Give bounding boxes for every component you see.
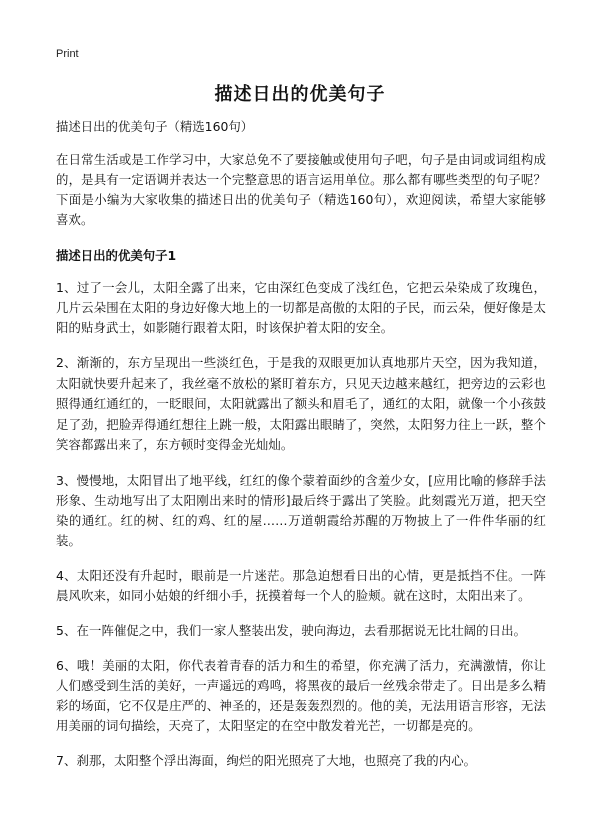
sentence-paragraph: 1、过了一会儿，太阳全露了出来，它由深红色变成了浅红色，它把云朵染成了玫瑰色，几片云朵围在太阳的身边好像大地上的一切都是高傲的太阳的子民，而云朵，便好像是太阳的贴身武士，如影随行跟着太阳，时该保护着太阳的安全。	[56, 280, 546, 335]
sentence-paragraph: 3、慢慢地，太阳冒出了地平线，红红的像个蒙着面纱的含羞少女，[应用比喻的修辞手法形象、生动地写出了太阳刚出来时的情形]最后终于露出了笑脸。此刻霞光万道，把天空染的通红。红的树、红的鸡、红的屋……万道朝霞给苏醒的万物披上了一件件华丽的红装。	[56, 472, 546, 548]
sentence-paragraph: 7、刹那，太阳整个浮出海面，绚烂的阳光照亮了大地，也照亮了我的内心。	[56, 752, 477, 768]
page-title: 描述日出的优美句子	[214, 84, 386, 105]
sentence-paragraph: 2、渐渐的，东方呈现出一些淡红色，于是我的双眼更加认真地那片天空，因为我知道，太阳就快要升起来了，我丝毫不放松的紧盯着东方，只见天边越来越红，把旁边的云彩也照得通红通红的，一眨眼间，太阳就露出了额头和眉毛了，通红的太阳，就像一个小孩鼓足了劲，把脸弄得通红想往上跳一般，太阳露出眼睛了，突然，太阳努力往上一跃，整个笑容都露出来了，东方顿时变得金光灿灿。	[56, 355, 546, 452]
sentence-paragraph: 5、在一阵催促之中，我们一家人整装出发，驶向海边，去看那据说无比壮阔的日出。	[56, 622, 527, 638]
sentence-paragraph: 4、太阳还没有升起时，眼前是一片迷茫。那急迫想看日出的心情，更是抵挡不住。一阵晨风吹来，如同小姑娘的纤细小手，抚摸着每一个人的脸颊。就在这时，太阳出来了。	[56, 567, 546, 603]
print-link[interactable]: Print	[56, 48, 79, 60]
section-heading: 描述日出的优美句子1	[56, 248, 177, 263]
article-subtitle: 描述日出的优美句子（精选160句）	[56, 119, 254, 134]
sentence-paragraph: 6、哦！美丽的太阳，你代表着青春的活力和生的希望，你充满了活力，充满激情，你让人们感受到生活的美好，一声遥远的鸡鸣，将黑夜的最后一丝残余带走了。日出是多么精彩的场面，它不仅是庄严的、神圣的，还是轰轰烈烈的。他的美，无法用语言形容，无法用美丽的词句描绘，天亮了，太阳坚定的在空中散发着光芒，一切都是亮的。	[56, 657, 546, 733]
intro-paragraph: 在日常生活或是工作学习中，大家总免不了要接触或使用句子吧，句子是由词或词组构成的，是具有一定语调并表达一个完整意思的语言运用单位。那么都有哪些类型的句子呢？下面是小编为大家收集的描述日出的优美句子（精选160句），欢迎阅读，希望大家能够喜欢。	[56, 152, 546, 227]
article-body	[56, 117, 546, 786]
